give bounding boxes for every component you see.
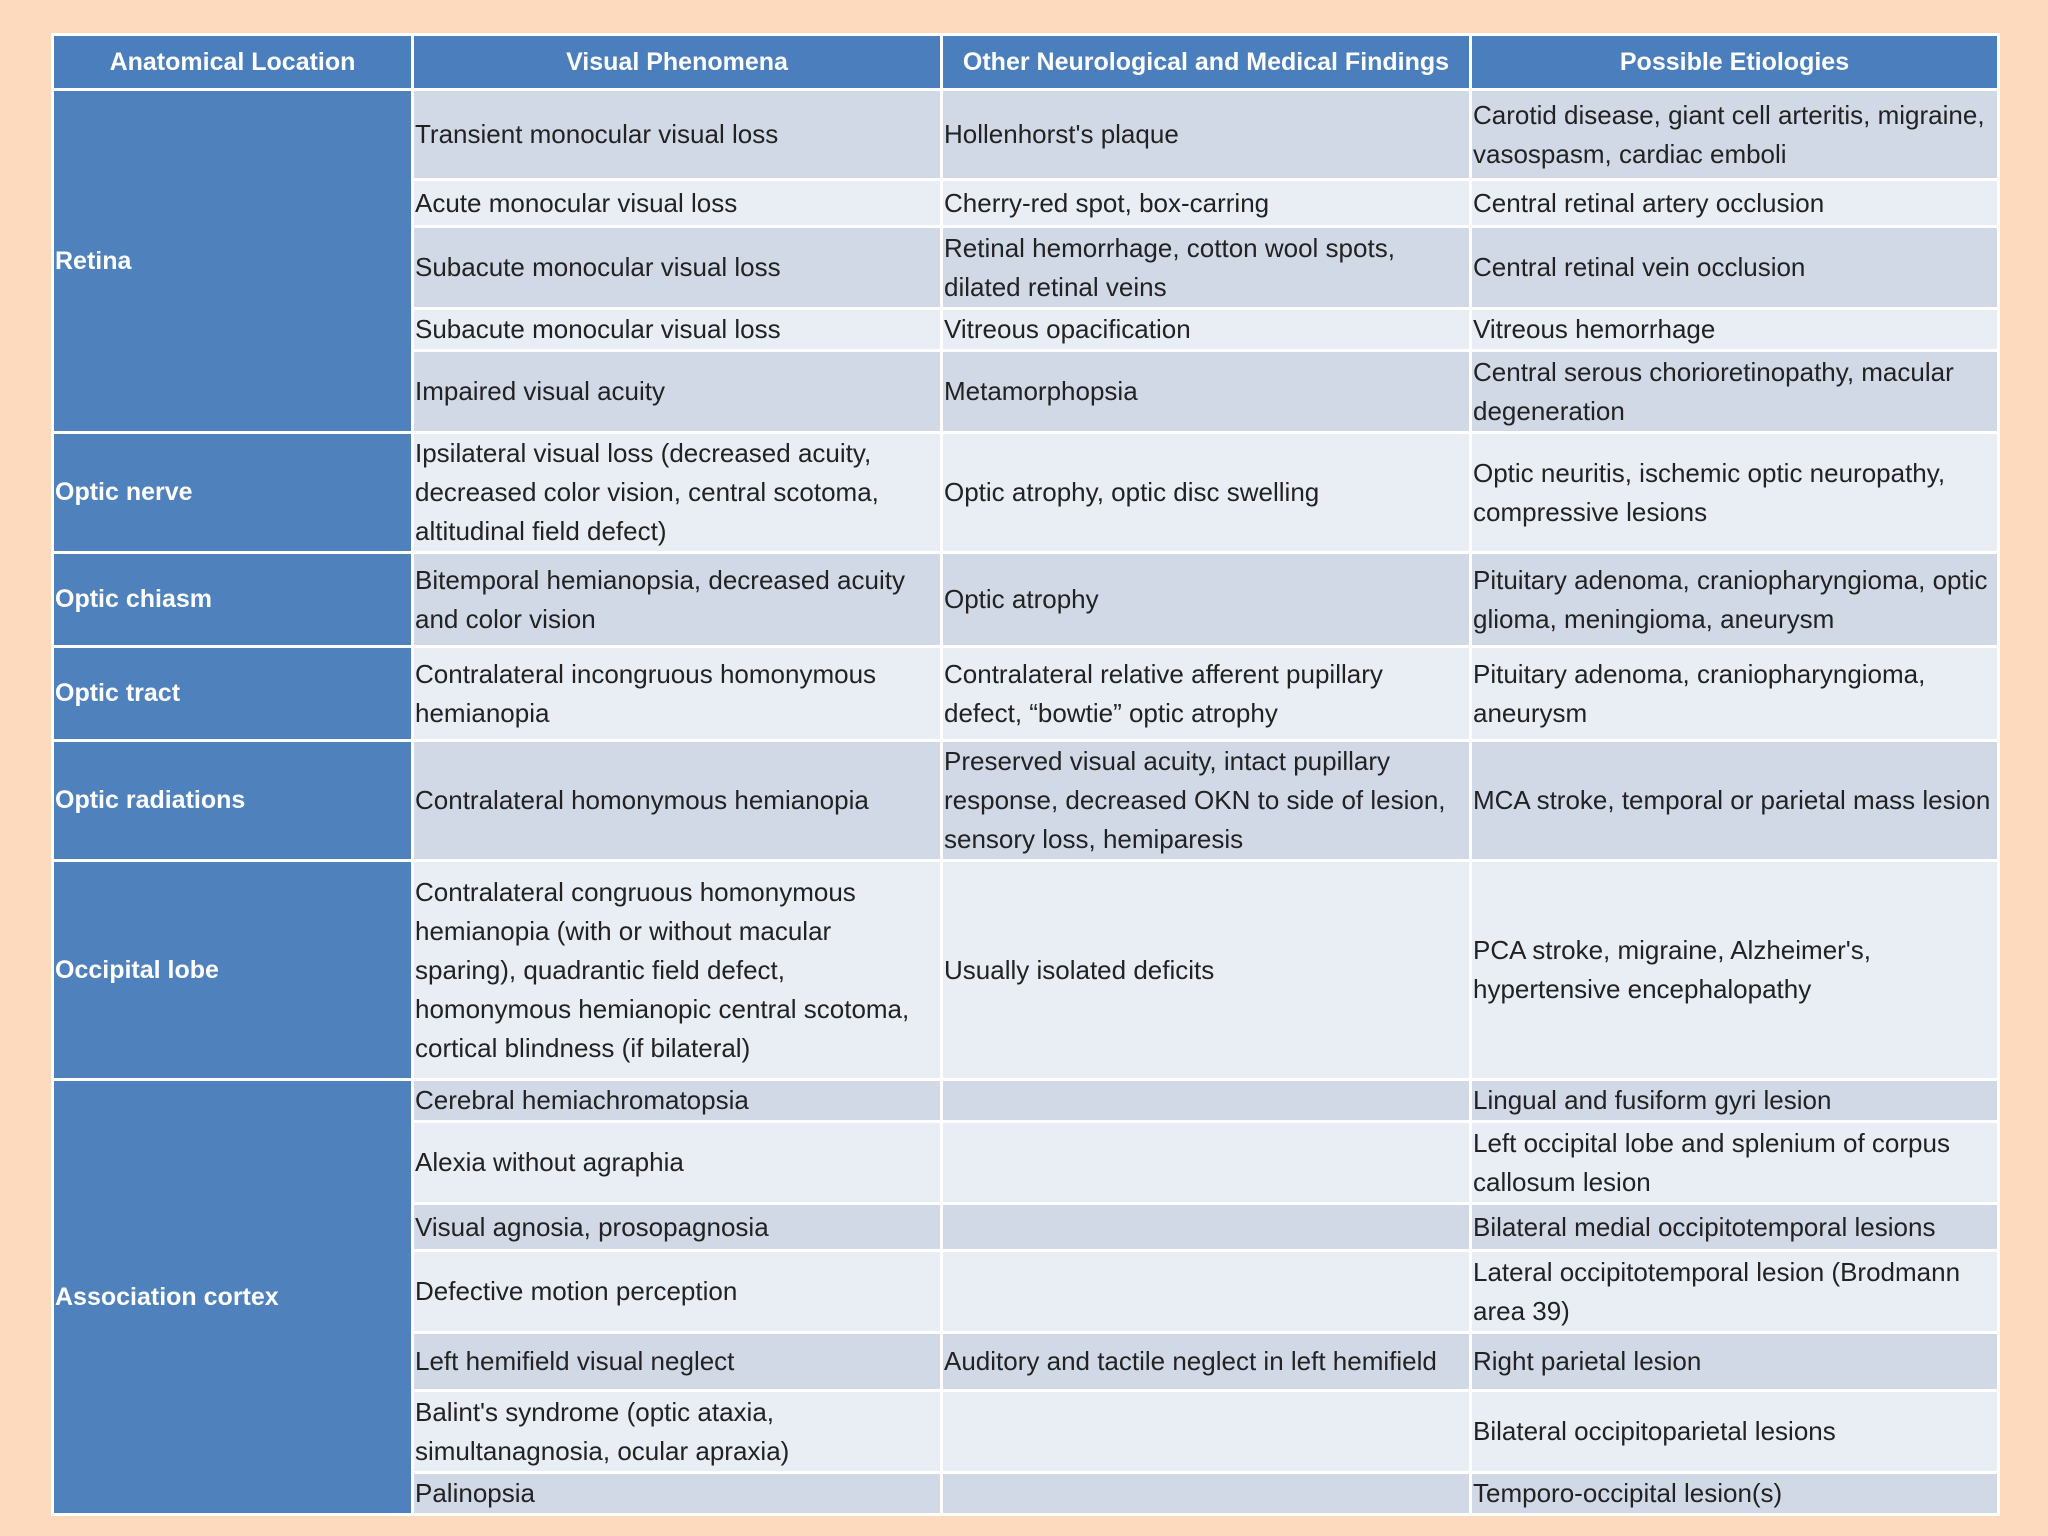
- findings-cell: Auditory and tactile neglect in left hemifield: [942, 1333, 1471, 1391]
- findings-cell: Cherry-red spot, box-carring: [942, 180, 1471, 227]
- visual-phenomena-cell: Subacute monocular visual loss: [413, 309, 942, 351]
- etiologies-cell: Temporo-occipital lesion(s): [1471, 1473, 1999, 1515]
- etiologies-cell: PCA stroke, migraine, Alzheimer's, hypertensive encephalopathy: [1471, 861, 1999, 1080]
- header-row: [53, 35, 1999, 90]
- visual-phenomena-cell: Contralateral congruous homonymous hemianopia (with or without macular sparing), quadrantic field defect, homonymous hemianopic central scotoma, cortical blindness (if bilateral): [413, 861, 942, 1080]
- visual-phenomena-cell: Ipsilateral visual loss (decreased acuity, decreased color vision, central scotoma, altitudinal field defect): [413, 433, 942, 553]
- table-body: [53, 90, 1999, 1515]
- findings-cell: Contralateral relative afferent pupillary defect, “bowtie” optic atrophy: [942, 647, 1471, 741]
- table-row: [53, 647, 1999, 741]
- header-possible-etiologies: Possible Etiologies: [1471, 35, 1999, 90]
- findings-cell: [942, 1122, 1471, 1204]
- visual-phenomena-cell: Palinopsia: [413, 1473, 942, 1515]
- location-cell: Occipital lobe: [53, 861, 413, 1080]
- visual-phenomena-cell: Impaired visual acuity: [413, 351, 942, 433]
- table-row: [53, 741, 1999, 861]
- visual-phenomena-cell: Balint's syndrome (optic ataxia, simultanagnosia, ocular apraxia): [413, 1391, 942, 1473]
- findings-cell: [942, 1473, 1471, 1515]
- visual-phenomena-cell: Contralateral incongruous homonymous hemianopia: [413, 647, 942, 741]
- etiologies-cell: Vitreous hemorrhage: [1471, 309, 1999, 351]
- table-row: [53, 1080, 1999, 1122]
- findings-cell: Optic atrophy, optic disc swelling: [942, 433, 1471, 553]
- findings-cell: Usually isolated deficits: [942, 861, 1471, 1080]
- findings-cell: Vitreous opacification: [942, 309, 1471, 351]
- location-cell: Association cortex: [53, 1080, 413, 1515]
- visual-phenomena-cell: Transient monocular visual loss: [413, 90, 942, 180]
- etiologies-cell: Optic neuritis, ischemic optic neuropathy, compressive lesions: [1471, 433, 1999, 553]
- table-row: [53, 861, 1999, 1080]
- table-row: [53, 553, 1999, 647]
- location-cell: Optic tract: [53, 647, 413, 741]
- etiologies-cell: MCA stroke, temporal or parietal mass lesion: [1471, 741, 1999, 861]
- location-cell: Retina: [53, 90, 413, 433]
- etiologies-cell: Bilateral occipitoparietal lesions: [1471, 1391, 1999, 1473]
- etiologies-cell: Central retinal vein occlusion: [1471, 227, 1999, 309]
- findings-cell: Metamorphopsia: [942, 351, 1471, 433]
- location-cell: Optic chiasm: [53, 553, 413, 647]
- etiologies-cell: Central retinal artery occlusion: [1471, 180, 1999, 227]
- visual-phenomena-cell: Acute monocular visual loss: [413, 180, 942, 227]
- header-visual-phenomena: Visual Phenomena: [413, 35, 942, 90]
- findings-cell: [942, 1080, 1471, 1122]
- etiologies-cell: Right parietal lesion: [1471, 1333, 1999, 1391]
- location-cell: Optic nerve: [53, 433, 413, 553]
- etiologies-cell: Lingual and fusiform gyri lesion: [1471, 1080, 1999, 1122]
- visual-phenomena-cell: Left hemifield visual neglect: [413, 1333, 942, 1391]
- etiologies-cell: Bilateral medial occipitotemporal lesions: [1471, 1204, 1999, 1251]
- findings-cell: Hollenhorst's plaque: [942, 90, 1471, 180]
- visual-phenomena-cell: Visual agnosia, prosopagnosia: [413, 1204, 942, 1251]
- visual-phenomena-cell: Defective motion perception: [413, 1251, 942, 1333]
- findings-cell: Optic atrophy: [942, 553, 1471, 647]
- etiologies-cell: Carotid disease, giant cell arteritis, migraine, vasospasm, cardiac emboli: [1471, 90, 1999, 180]
- visual-phenomena-cell: Contralateral homonymous hemianopia: [413, 741, 942, 861]
- visual-phenomena-cell: Bitemporal hemianopsia, decreased acuity and color vision: [413, 553, 942, 647]
- visual-phenomena-cell: Subacute monocular visual loss: [413, 227, 942, 309]
- findings-cell: [942, 1391, 1471, 1473]
- location-cell: Optic radiations: [53, 741, 413, 861]
- header-other-findings: Other Neurological and Medical Findings: [942, 35, 1471, 90]
- visual-phenomena-cell: Cerebral hemiachromatopsia: [413, 1080, 942, 1122]
- etiologies-cell: Central serous chorioretinopathy, macular degeneration: [1471, 351, 1999, 433]
- table-row: [53, 90, 1999, 180]
- findings-cell: Retinal hemorrhage, cotton wool spots, dilated retinal veins: [942, 227, 1471, 309]
- findings-cell: [942, 1204, 1471, 1251]
- visual-phenomena-cell: Alexia without agraphia: [413, 1122, 942, 1204]
- etiology-table: [51, 33, 2000, 1516]
- etiologies-cell: Left occipital lobe and splenium of corpus callosum lesion: [1471, 1122, 1999, 1204]
- header-anatomical-location: Anatomical Location: [53, 35, 413, 90]
- findings-cell: Preserved visual acuity, intact pupillary response, decreased OKN to side of lesion, sensory loss, hemiparesis: [942, 741, 1471, 861]
- etiologies-cell: Pituitary adenoma, craniopharyngioma, optic glioma, meningioma, aneurysm: [1471, 553, 1999, 647]
- etiologies-cell: Lateral occipitotemporal lesion (Brodmann area 39): [1471, 1251, 1999, 1333]
- table-row: [53, 433, 1999, 553]
- etiologies-cell: Pituitary adenoma, craniopharyngioma, aneurysm: [1471, 647, 1999, 741]
- findings-cell: [942, 1251, 1471, 1333]
